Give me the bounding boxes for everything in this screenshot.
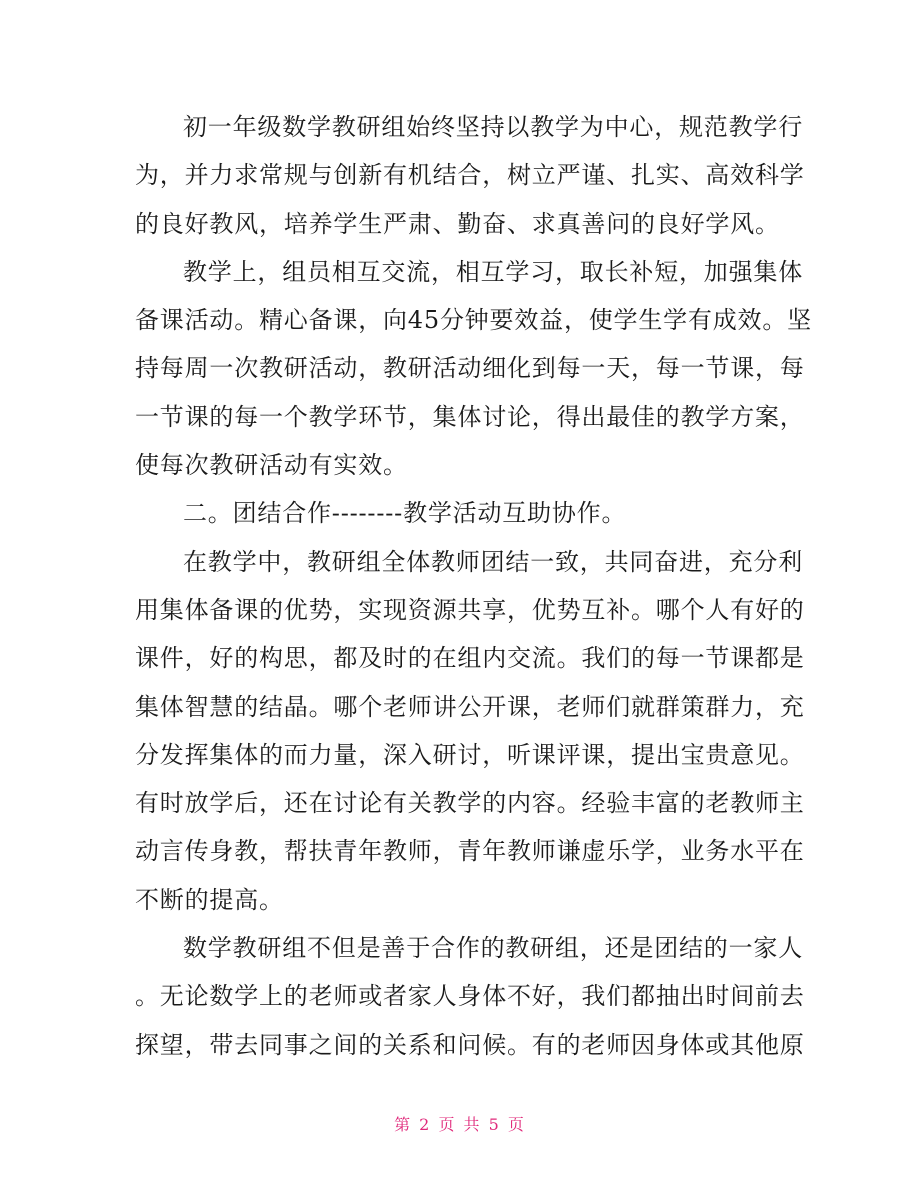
text-line: 数学教研组不但是善于合作的教研组，还是团结的一家人 [183,934,803,963]
text-line: 不断的提高。 [135,885,284,914]
text-line: 动言传身教，帮扶青年教师，青年教师谦虚乐学，业务水平在 [135,837,805,866]
text-line: 集体智慧的结晶。哪个老师讲公开课，老师们就群策群力，充 [135,692,805,721]
text-line: 为，并力求常规与创新有机结合，树立严谨、扎实、高效科学 [135,161,805,190]
text-line: 有时放学后，还在讨论有关教学的内容。经验丰富的老教师主 [135,789,805,818]
text-line: 分发挥集体的而力量，深入研讨，听课评课，提出宝贵意见。 [135,740,805,769]
text-line: 。无论数学上的老师或者家人身体不好，我们都抽出时间前去 [135,982,805,1011]
text-line: 的良好教风，培养学生严肃、勤奋、求真善问的良好学风。 [135,209,780,238]
text-line: 初一年级数学教研组始终坚持以教学为中心，规范教学行 [183,113,803,141]
text-line: 备课活动。精心备课，向45分钟要效益，使学生学有成效。坚 [135,306,812,335]
text-line: 使每次教研活动有实效。 [135,451,408,480]
text-line: 持每周一次教研活动，教研活动细化到每一天，每一节课，每 [135,354,805,383]
text-line: 探望，带去同事之间的关系和问候。有的老师因身体或其他原 [135,1030,805,1059]
text-line: 课件，好的构思，都及时的在组内交流。我们的每一节课都是 [135,644,805,673]
text-line: 一节课的每一个教学环节，集体讨论，得出最佳的教学方案， [135,402,805,431]
page-number-footer: 第 2 页 共 5 页 [394,1115,526,1134]
text-line: 在教学中，教研组全体教师团结一致，共同奋进，充分利 [183,547,803,576]
text-line: 二。团结合作--------教学活动互助协作。 [183,499,627,528]
text-line: 用集体备课的优势，实现资源共享，优势互补。哪个人有好的 [135,595,805,624]
document-body [135,103,812,1069]
text-line: 教学上，组员相互交流，相互学习，取长补短，加强集体 [183,257,803,286]
